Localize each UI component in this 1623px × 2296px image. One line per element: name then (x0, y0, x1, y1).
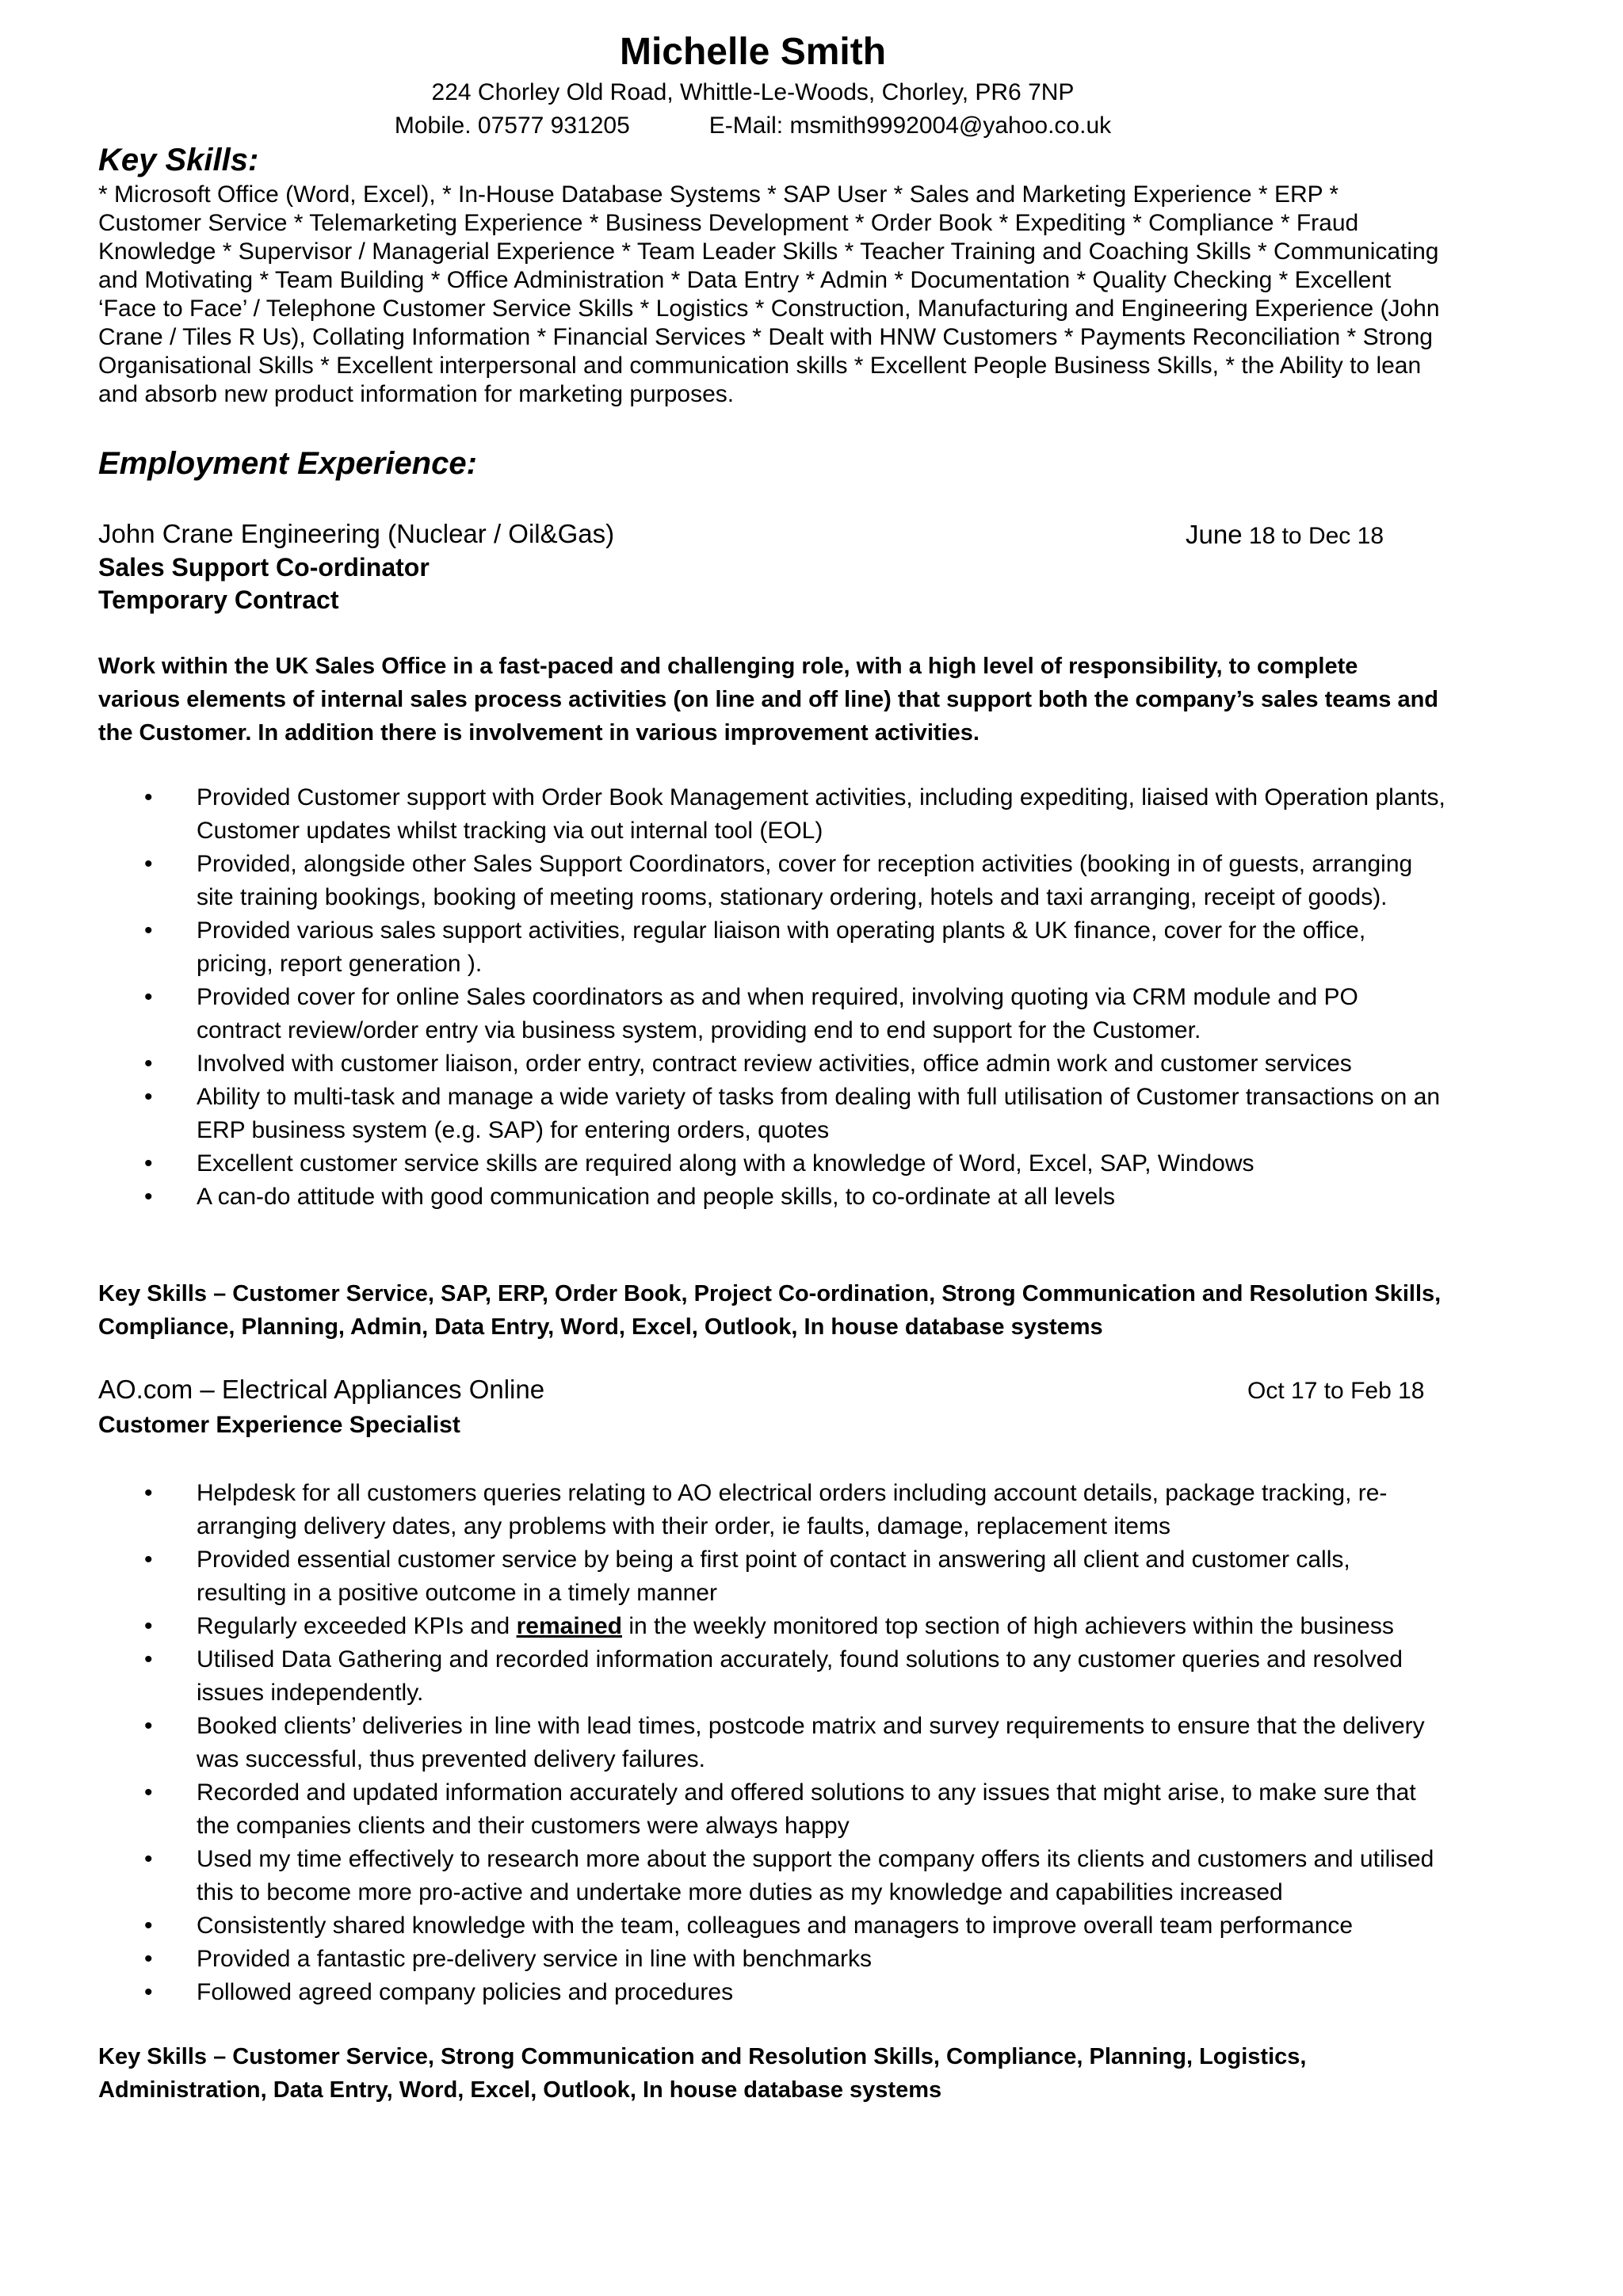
bullet-icon: • (144, 851, 153, 877)
job2-company: AO.com – Electrical Appliances Online (98, 1375, 545, 1404)
list-item: • Recorded and updated information accurately and offered solutions to any issues that might arise, to make sure that the companies clients and their customers were always happy (98, 1776, 1445, 1843)
list-item: • Followed agreed company policies and procedures (98, 1976, 1445, 2009)
key-skills-text: * Microsoft Office (Word, Excel), * In-House Database Systems * SAP User * Sales and Marketing Experience * ERP * Customer Service * Telemarketing Experience * Business Development * Order Book * Expediting * Compliance * Fraud Knowledge * Supervisor / Managerial Experience * Team Leader Skills * Teacher Training and Coaching Skills * Communicating and Motivating * Team Building * Office Administration * Data Entry * Admin * Documentation * Quality Checking * Excellent ‘Face to Face’ / Telephone Customer Service Skills * Logistics * Construction, Manufacturing and Engineering Experience (John Crane / Tiles R Us), Collating Information * Financial Services * Dealt with HNW Customers * Payments Reconciliation * Strong Organisational Skills * Excellent interpersonal and communication skills * Excellent People Business Skills, * the Ability to lean and absorb new product information for marketing purposes. (98, 181, 1440, 407)
list-item: • Helpdesk for all customers queries relating to AO electrical orders including account details, package tracking, re-arranging delivery dates, any problems with their order, ie faults, damage, replacement items (98, 1477, 1445, 1543)
bullet-icon: • (144, 1913, 153, 1939)
list-item: • Regularly exceeded KPIs and remained in the weekly monitored top section of high achievers within the business (98, 1610, 1445, 1643)
address: 224 Chorley Old Road, Whittle-Le-Woods, Chorley, PR6 7NP (431, 79, 1075, 105)
list-item: • Used my time effectively to research more about the support the company offers its clients and customers and utilised this to become more pro-active and undertake more duties as my knowledge and capabilities increased (98, 1843, 1445, 1909)
list-item: • Involved with customer liaison, order entry, contract review activities, office admin work and customer services (98, 1047, 1445, 1081)
list-item: • Provided a fantastic pre-delivery service in line with benchmarks (98, 1943, 1445, 1976)
employment-heading: Employment Experience: (98, 446, 477, 481)
job1-title: Sales Support Co-ordinator (98, 553, 430, 582)
bullet-icon: • (144, 984, 153, 1010)
bullet-icon: • (144, 1713, 153, 1739)
job1-dates-rest: 18 to Dec 18 (1242, 523, 1384, 549)
bullet-icon: • (144, 1150, 153, 1177)
list-item: • Excellent customer service skills are required along with a knowledge of Word, Excel, SAP, Windows (98, 1147, 1445, 1180)
list-item: • Provided Customer support with Order Book Management activities, including expediting, liaised with Operation plants, Customer updates whilst tracking via out internal tool (EOL) (98, 781, 1445, 848)
mobile: Mobile. 07577 931205 (394, 113, 630, 139)
job1-summary: Work within the UK Sales Office in a fast-paced and challenging role, with a high level of responsibility, to complete various elements of internal sales process activities (on line and off line) that support both the company’s sales teams and the Customer. In addition there is involvement in various improvement activities. (98, 654, 1439, 746)
job2-key-skills: Key Skills – Customer Service, Strong Communication and Resolution Skills, Compliance, Planning, Logistics, Administration, Data Entry, Word, Excel, Outlook, In house database systems (98, 2044, 1307, 2103)
bullet-icon: • (144, 784, 153, 810)
bullet-icon: • (144, 1184, 153, 1210)
list-item: • Provided cover for online Sales coordinators as and when required, involving quoting via CRM module and PO contract review/order entry via business system, providing end to end support for the Customer. (98, 981, 1445, 1047)
job1-dates (1186, 520, 1384, 550)
list-item: • Provided, alongside other Sales Support Coordinators, cover for reception activities (booking in of guests, arranging site training bookings, booking of meeting rooms, stationary ordering, hotels and taxi arranging, receipt of goods). (98, 848, 1445, 914)
job1-key-skills: Key Skills – Customer Service, SAP, ERP, Order Book, Project Co-ordination, Strong Communication and Resolution Skills, Compliance, Planning, Admin, Data Entry, Word, Excel, Outlook, In house database systems (98, 1281, 1442, 1340)
list-item: • Provided various sales support activities, regular liaison with operating plants & UK finance, cover for the office, pricing, report generation ). (98, 914, 1445, 981)
job1-company: John Crane Engineering (Nuclear / Oil&Gas) (98, 519, 615, 548)
underlined-word: remained (516, 1613, 622, 1639)
list-item: • Utilised Data Gathering and recorded information accurately, found solutions to any customer queries and resolved issues independently. (98, 1643, 1445, 1710)
bullet-icon: • (144, 917, 153, 944)
job1-contract: Temporary Contract (98, 585, 339, 614)
bullet-icon: • (144, 1051, 153, 1077)
bullet-icon: • (144, 1979, 153, 2005)
bullet-icon: • (144, 1946, 153, 1972)
bullet-icon: • (144, 1846, 153, 1872)
job2-dates: Oct 17 to Feb 18 (1247, 1378, 1425, 1404)
list-item: • Booked clients’ deliveries in line with lead times, postcode matrix and survey requirements to ensure that the delivery was successful, thus prevented delivery failures. (98, 1710, 1445, 1776)
list-item: • Ability to multi-task and manage a wide variety of tasks from dealing with full utilisation of Customer transactions on an ERP business system (e.g. SAP) for entering orders, quotes (98, 1081, 1445, 1147)
bullet-icon: • (144, 1779, 153, 1806)
bullet-icon: • (144, 1480, 153, 1506)
job1-bullets (98, 781, 1445, 1214)
bullet-icon: • (144, 1646, 153, 1672)
job2-title: Customer Experience Specialist (98, 1412, 460, 1438)
list-item: • Consistently shared knowledge with the team, colleagues and managers to improve overall team performance (98, 1909, 1445, 1943)
candidate-name: Michelle Smith (619, 31, 887, 73)
list-item: • A can-do attitude with good communication and people skills, to co-ordinate at all levels (98, 1180, 1445, 1214)
bullet-icon: • (144, 1547, 153, 1573)
list-item: • Provided essential customer service by being a first point of contact in answering all client and customer calls, resulting in a positive outcome in a timely manner (98, 1543, 1445, 1610)
email: E-Mail: msmith9992004@yahoo.co.uk (708, 113, 1112, 139)
job1-dates-month: June (1186, 520, 1243, 549)
contact-line (0, 113, 1506, 139)
bullet-icon: • (144, 1084, 153, 1110)
key-skills-heading: Key Skills: (98, 143, 259, 177)
bullet-icon: • (144, 1613, 153, 1639)
job2-bullets (98, 1477, 1445, 2009)
